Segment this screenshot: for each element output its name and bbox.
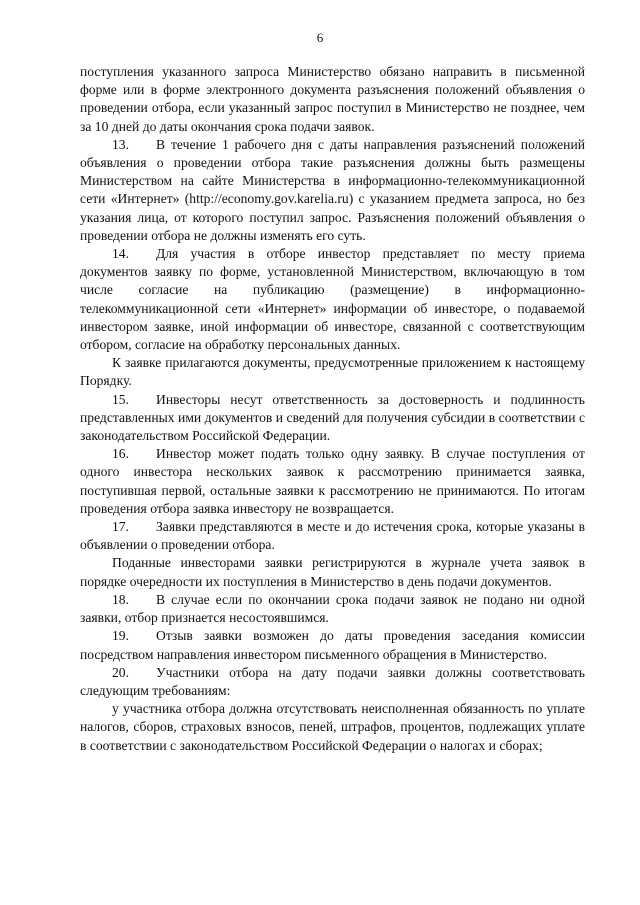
paragraph — [80, 445, 585, 518]
paragraph — [80, 391, 585, 446]
paragraph-number: 13. — [112, 136, 129, 152]
paragraph — [80, 554, 585, 590]
paragraph — [80, 63, 585, 136]
paragraph-text: Для участия в отборе инвестор представляет по месту приема документов заявку по форме, установленной Министерством, включающую в том числе согласие на публикацию (размещение) в информационно-телекоммуникационной сети «Интернет» информации об инвесторе, о подаваемой инвестором заявке, иной информации об инвесторе, связанной с соответствующим отбором, согласие на обработку персональных данных. — [80, 246, 585, 353]
paragraph — [80, 518, 585, 554]
paragraph — [80, 245, 585, 354]
paragraph — [80, 627, 585, 663]
paragraph-text: Поданные инвесторами заявки регистрируются в журнале учета заявок в порядке очередности их поступления в Министерство в день подачи документов. — [80, 555, 585, 589]
paragraph-number: 20. — [112, 664, 129, 680]
paragraph — [80, 664, 585, 700]
page-number: 6 — [316, 30, 324, 45]
paragraph-text: В случае если по окончании срока подачи заявок не подано ни одной заявки, отбор признается несостоявшимся. — [80, 591, 585, 626]
paragraph-number: 16. — [112, 446, 129, 462]
paragraph-text: Инвесторы несут ответственность за достоверность и подлинность представленных ими документов и сведений для получения субсидии в соответствии с законодательством Российской Федерации. — [80, 391, 585, 444]
paragraph-number: 18. — [112, 591, 129, 607]
paragraph-number: 14. — [112, 246, 129, 262]
paragraph — [80, 354, 585, 390]
paragraph-text: у участника отбора должна отсутствовать неисполненная обязанность по уплате налогов, сборов, страховых взносов, пеней, штрафов, процентов, подлежащих уплате в соответствии с законодательством Российской Федерации о налогах и сборах; — [80, 701, 585, 753]
paragraph-text: поступления указанного запроса Министерство обязано направить в письменной форме или в форме электронного документа разъяснения положений объявления о проведении отбора, если указанный запрос поступил в Министерство не позднее, чем за 10 дней до даты окончания срока подачи заявок. — [80, 64, 585, 134]
paragraph-number: 19. — [112, 628, 129, 644]
paragraph-text: Инвестор может подать только одну заявку. В случае поступления от одного инвестора нескольких заявок к рассмотрению принимается заявка, поступившая первой, остальные заявки к рассмотрению не принимаются. По итогам проведения отбора заявка инвестору не возвращается. — [80, 446, 585, 516]
paragraph — [80, 700, 585, 755]
paragraph-text: Участники отбора на дату подачи заявки должны соответствовать следующим требованиям: — [80, 664, 585, 698]
paragraph-text: В течение 1 рабочего дня с даты направления разъяснений положений объявления о проведении отбора такие разъяснения должны быть размещены Министерством на сайте Министерства в информационно-телекоммуникационной сети «Интернет» (http://economy.gov.karelia.ru) с указанием предмета запроса, но без указания лица, от которого поступил запрос. Разъяснения положений объявления о проведении отбора не должны изменять его суть. — [80, 136, 585, 243]
document-body — [80, 63, 585, 755]
paragraph — [80, 136, 585, 245]
paragraph-number: 17. — [112, 519, 129, 535]
paragraph-text: Заявки представляются в месте и до истечения срока, которые указаны в объявлении о проведении отбора. — [80, 519, 585, 553]
paragraph — [80, 591, 585, 627]
paragraph-text: К заявке прилагаются документы, предусмотренные приложением к настоящему Порядку. — [80, 355, 585, 389]
paragraph-number: 15. — [112, 391, 129, 407]
paragraph-text: Отзыв заявки возможен до даты проведения заседания комиссии посредством направления инвестором письменного обращения в Министерство. — [80, 628, 585, 662]
